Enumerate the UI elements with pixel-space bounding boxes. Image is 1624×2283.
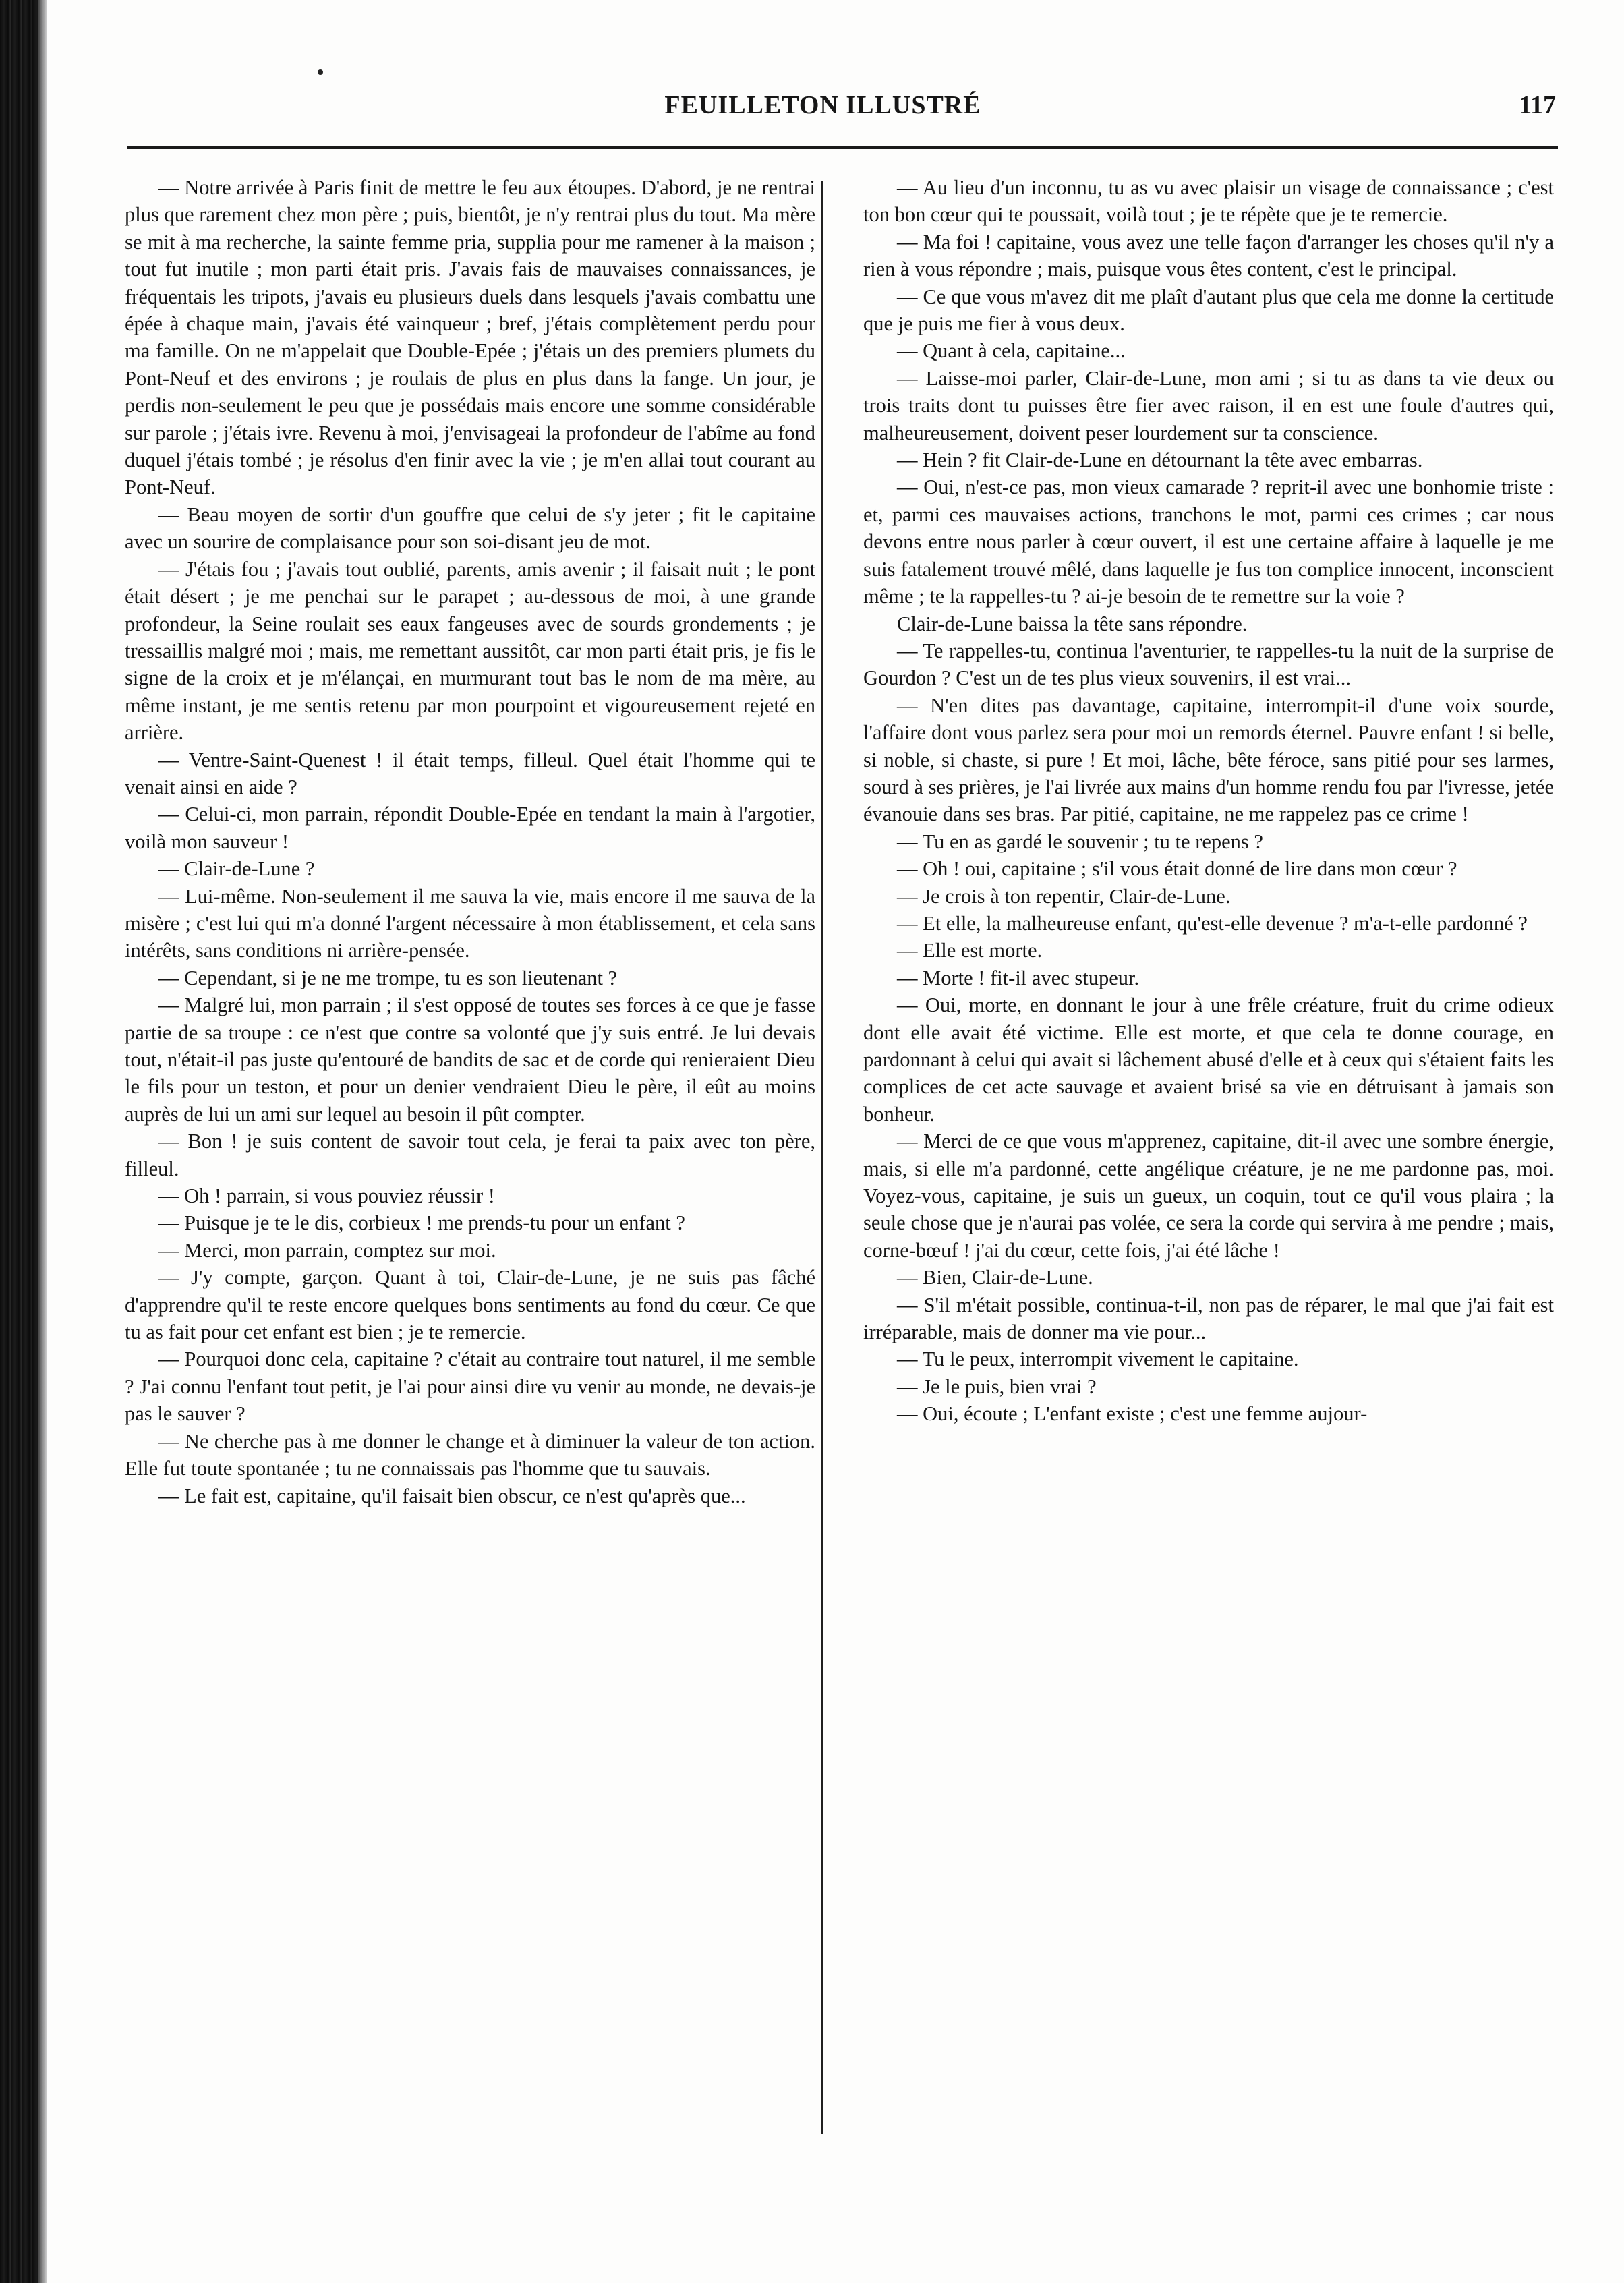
paragraph: — Malgré lui, mon parrain ; il s'est opposé de toutes ses forces à ce que je fasse partie de sa troupe : ce n'est que contre sa volonté que j'y suis entré. Je lui devais tout, n'était-il pas juste qu'entouré de bandits de sac et de corde qui renieraient Dieu le fils pour un teston, et pour un denier vendraient Dieu le père, il eût au moins auprès de lui un ami sur lequel au besoin il pût compter. (125, 993, 815, 1126)
paragraph: — Oui, n'est-ce pas, mon vieux camarade ? reprit-il avec une bonhomie triste : et, parmi ces mauvaises actions, tranchons le mot, parmi ces crimes ; car nous devons entre nous parler à cœur ouvert, il est une certaine affaire à laquelle je me suis fatalement trouvé mêlé, dans laquelle je fus ton complice innocent, inconscient même ; te la rappelles-tu ? ai-je besoin de te remettre sur la voie ? (863, 475, 1554, 608)
paragraph: — J'étais fou ; j'avais tout oublié, parents, amis avenir ; il faisait nuit ; le pont était désert ; je me penchai sur le parapet ; au-dessous de moi, à une grande profondeur, la Seine roulait ses eaux fangeuses avec de sourds grondements ; je tressaillis malgré moi ; mais, me remettant aussitôt, car mon parti était pris, je fis le signe de la croix et je m'élançai, en murmurant tout bas le nom de ma mère, au même instant, je me sentis retenu par mon pourpoint et vigoureusement rejeté en arrière. (125, 557, 815, 745)
paragraph: — Ce que vous m'avez dit me plaît d'autant plus que cela me donne la certitude que je puis me fier à vous deux. (863, 285, 1554, 336)
paragraph: — Hein ? fit Clair-de-Lune en détournant la tête avec embarras. (897, 449, 1423, 472)
paragraph: — Le fait est, capitaine, qu'il faisait bien obscur, ce n'est qu'après que... (158, 1484, 746, 1507)
paragraph: — Ventre-Saint-Quenest ! il était temps, filleul. Quel était l'homme qui te venait ainsi en aide ? (125, 748, 815, 799)
column-divider (821, 181, 823, 2134)
paragraph: — Au lieu d'un inconnu, tu as vu avec plaisir un visage de connaissance ; c'est ton bon cœur qui te poussait, voilà tout ; je te répète que je te remercie. (863, 176, 1554, 227)
paragraph: — S'il m'était possible, continua-t-il, non pas de réparer, le mal que j'ai fait est irréparable, mais de donner ma vie pour... (863, 1293, 1554, 1344)
paragraph: — Beau moyen de sortir d'un gouffre que celui de s'y jeter ; fit le capitaine avec un sourire de complaisance pour son soi-disant jeu de mot. (125, 502, 815, 554)
paragraph: — Pourquoi donc cela, capitaine ? c'était au contraire tout naturel, il me semble ? J'ai connu l'enfant tout petit, je l'ai pour ainsi dire vu venir au monde, ne devais-je pas le sauver ? (125, 1348, 815, 1426)
paragraph: — J'y compte, garçon. Quant à toi, Clair-de-Lune, je ne suis pas fâché d'apprendre qu'il te reste encore quelques bons sentiments au fond du cœur. Ce que tu as fait pour cet enfant est bien ; je te remercie. (125, 1266, 815, 1344)
binding-edge (0, 0, 40, 2283)
paragraph: — Cependant, si je ne me trompe, tu es son lieutenant ? (158, 966, 618, 989)
left-column (125, 174, 815, 1509)
paragraph: — Oh ! parrain, si vous pouviez réussir ! (158, 1184, 495, 1208)
paragraph: — Notre arrivée à Paris finit de mettre le feu aux étoupes. D'abord, je ne rentrai plus que rarement chez mon père ; puis, bientôt, je n'y rentrai plus du tout. Ma mère se mit à ma recherche, la sainte femme pria, supplia pour me ramener à la maison ; tout fut inutile ; mon parti était pris. J'avais fais de mauvaises connaissances, je fréquentais les tripots, j'avais eu plusieurs duels dans lesquels j'avais combattu une épée à chaque main, j'avais été vainqueur ; bref, j'étais complètement perdu pour ma famille. On ne m'appelait que Double-Epée ; j'étais un des premiers plumets du Pont-Neuf et des environs ; je roulais de plus en plus dans la fange. Un jour, je perdis non-seulement le peu que je possédais mais encore une somme considérable sur parole ; j'étais ivre. Revenu à moi, j'envisageai la profondeur de l'abîme au fond duquel j'étais tombé ; je résolus d'en finir avec la vie ; je m'en allai tout courant au Pont-Neuf. (125, 176, 815, 499)
paragraph: — Clair-de-Lune ? (158, 857, 315, 881)
paragraph: — Bien, Clair-de-Lune. (897, 1266, 1093, 1290)
paragraph: Clair-de-Lune baissa la tête sans répondre. (897, 612, 1248, 635)
paragraph: — Tu en as gardé le souvenir ; tu te repens ? (897, 830, 1263, 853)
paragraph: — Bon ! je suis content de savoir tout cela, je ferai ta paix avec ton père, filleul. (125, 1130, 815, 1180)
page-number: 117 (1519, 91, 1556, 119)
paragraph: — Puisque je te le dis, corbieux ! me prends-tu pour un enfant ? (158, 1211, 685, 1235)
binding-shadow (38, 0, 47, 2283)
right-column (863, 174, 1554, 1428)
paragraph: — Ma foi ! capitaine, vous avez une telle façon d'arranger les choses qu'il n'y a rien à vous répondre ; mais, puisque vous êtes content, c'est le principal. (863, 230, 1554, 281)
header-rule (127, 146, 1558, 149)
paragraph: — Celui-ci, mon parrain, répondit Double-Epée en tendant la main à l'argotier, voilà mon sauveur ! (125, 803, 815, 853)
paragraph: — Oui, écoute ; L'enfant existe ; c'est une femme aujour- (897, 1402, 1368, 1426)
paragraph: — Ne cherche pas à me donner le change et à diminuer la valeur de ton action. Elle fut toute spontanée ; tu ne connaissais pas l'homme que tu sauvais. (125, 1429, 815, 1480)
paragraph: — Te rappelles-tu, continua l'aventurier, te rappelles-tu la nuit de la surprise de Gourdon ? C'est un de tes plus vieux souvenirs, il est vrai... (863, 639, 1554, 690)
paragraph: — Oui, morte, en donnant le jour à une frêle créature, fruit du crime odieux dont elle avait été victime. Elle est morte, et que cela te donne courage, en pardonnant à celui qui avait si lâchement abusé d'elle et à ceux qui s'étaient faits les complices de cet acte sauvage et avaient brisé sa vie en détruisant à jamais son bonheur. (863, 993, 1554, 1126)
paragraph: — Tu le peux, interrompit vivement le capitaine. (897, 1348, 1299, 1371)
paragraph: — Lui-même. Non-seulement il me sauva la vie, mais encore il me sauva de la misère ; c'est lui qui m'a donné l'argent nécessaire à mon établissement, et cela sans intérêts, sans conditions ni arrière-pensée. (125, 884, 815, 962)
paragraph: — Oh ! oui, capitaine ; s'il vous était donné de lire dans mon cœur ? (897, 857, 1457, 881)
paragraph: — Je le puis, bien vrai ? (897, 1375, 1097, 1398)
paragraph: — Elle est morte. (897, 939, 1043, 962)
paragraph: — Et elle, la malheureuse enfant, qu'est-elle devenue ? m'a-t-elle pardonné ? (897, 911, 1528, 935)
paragraph: — Je crois à ton repentir, Clair-de-Lune. (897, 884, 1231, 908)
paragraph: — N'en dites pas davantage, capitaine, interrompit-il d'une voix sourde, l'affaire dont vous parlez sera pour moi un remords éternel. Pauvre enfant ! si belle, si noble, si chaste, si pure ! Et moi, lâche, bête féroce, sans pitié pour ses larmes, sourd à ses prières, je l'ai livrée aux mains d'un homme rendu fou par l'ivresse, jetée évanouie dans ses bras. Par pitié, capitaine, ne me rappelez pas ce crime ! (863, 693, 1554, 826)
paragraph: — Merci de ce que vous m'apprenez, capitaine, dit-il avec une sombre énergie, mais, si elle m'a pardonné, cette angélique créature, je ne me pardonne pas, moi. Voyez-vous, capitaine, je suis un gueux, un coquin, tout ce qu'il vous plaira ; la seule chose que je n'aurai pas volée, ce sera la corde qui servira à me pendre ; mais, corne-bœuf ! j'ai du cœur, cette fois, j'ai été lâche ! (863, 1130, 1554, 1262)
print-speck (318, 69, 323, 75)
paragraph: — Laisse-moi parler, Clair-de-Lune, mon ami ; si tu as dans ta vie deux ou trois traits dont tu puisses être fier avec raison, il en est une foule d'autres qui, malheureusement, doivent peser lourdement sur ta conscience. (863, 366, 1554, 444)
paragraph: — Merci, mon parrain, comptez sur moi. (158, 1238, 496, 1262)
running-title: FEUILLETON ILLUSTRÉ (664, 91, 981, 119)
paragraph: — Quant à cela, capitaine... (897, 339, 1126, 363)
paragraph: — Morte ! fit-il avec stupeur. (897, 966, 1140, 989)
